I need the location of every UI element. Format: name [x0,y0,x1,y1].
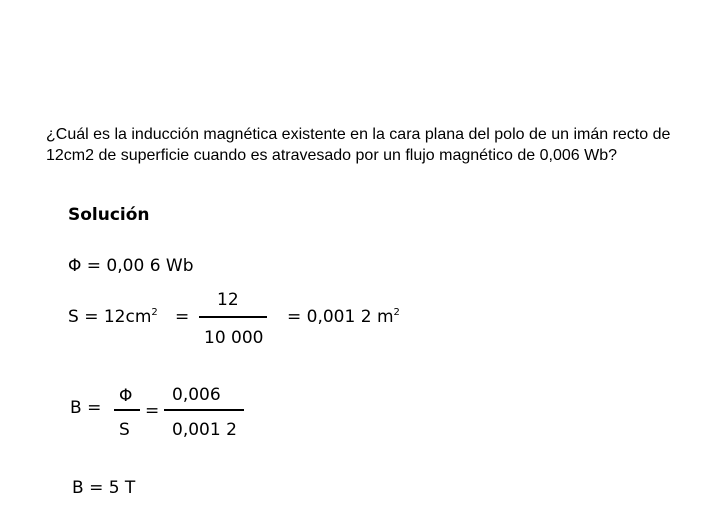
induction-denominator: 0,001 2 [172,420,237,440]
s-symbol: S [119,420,130,440]
flux-line: Φ = 0,00 6 Wb [68,256,194,276]
area-lhs-exponent: 2 [151,307,158,318]
area-result-text: = 0,001 2 m [287,307,394,327]
phi-symbol: Φ [119,386,133,406]
question-text: ¿Cuál es la inducción magnética existente en la cara plana del polo de un imán recto de 12cm2 de superficie cuando es atravesado por un flujo magnético de 0,006 Wb? [46,126,671,164]
solution-heading: Solución [68,205,150,225]
induction-lhs: B = [70,398,102,418]
area-equals-sign: = [175,307,190,327]
area-numerator: 12 [217,290,239,310]
induction-equals-sign: = [145,401,160,421]
area-lhs [68,307,158,327]
area-fraction-bar [199,316,267,318]
induction-fraction-bar [164,409,244,411]
area-denominator: 10 000 [204,328,264,348]
induction-numerator: 0,006 [172,385,221,405]
area-result-exponent: 2 [393,307,400,318]
phi-over-s-fraction-bar [114,409,140,411]
final-answer: B = 5 T [72,478,136,498]
area-lhs-text: S = 12cm [68,307,152,327]
area-result [287,307,400,327]
